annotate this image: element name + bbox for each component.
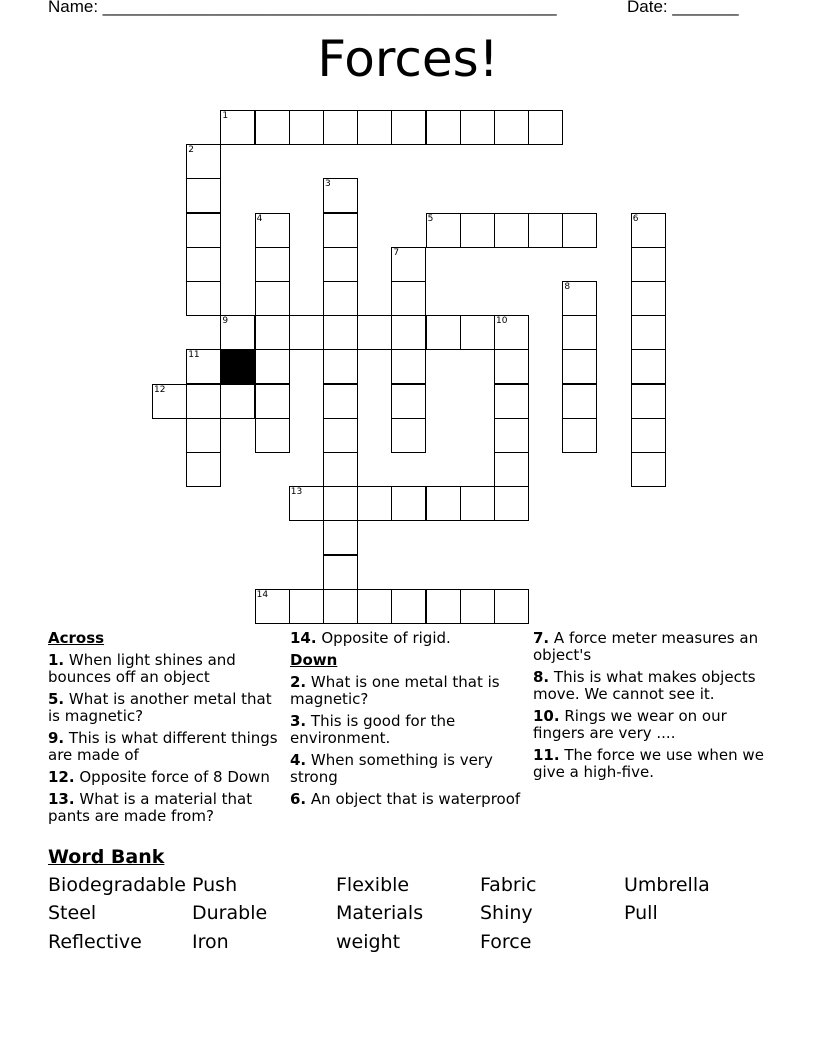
crossword-cell[interactable] [186,178,221,213]
clue-number: 10 [496,316,508,327]
crossword-cell[interactable] [494,486,529,521]
crossword-cell[interactable] [528,213,563,248]
crossword-cell[interactable] [426,110,461,145]
crossword-cell[interactable] [186,281,221,316]
crossword-cell[interactable] [323,110,358,145]
crossword-cell[interactable] [357,315,392,350]
crossword-cell[interactable] [323,213,358,248]
crossword-cell[interactable] [289,589,324,624]
crossword-cell[interactable] [391,384,426,419]
crossword-cell[interactable] [631,452,666,487]
crossword-cell[interactable] [391,315,426,350]
clue-down-2: 2. What is one metal that is magnetic? [290,673,500,708]
crossword-cell[interactable] [323,520,358,555]
clue-number: 8 [564,282,571,292]
clues-column-1 [48,630,280,830]
clue-across-12: 12. Opposite force of 8 Down [48,768,270,786]
crossword-cell[interactable] [357,486,392,521]
word-bank-item: Push [192,874,238,896]
clue-down-3: 3. This is good for the environment. [290,712,456,747]
clue-across-1: 1. When light shines and bounces off an object [48,651,236,686]
crossword-cell[interactable] [631,315,666,350]
crossword-cell[interactable] [323,452,358,487]
clue-number: 4 [256,213,263,224]
word-bank-title: Word Bank [48,846,165,868]
clue-number: 13 [290,487,303,498]
word-bank-item: Umbrella [624,874,710,896]
crossword-cell[interactable] [220,315,255,350]
date-field: Date: _______ [627,0,739,16]
clue-number: 14 [256,589,269,600]
word-bank-item: Shiny [480,902,533,924]
crossword-cell[interactable] [391,349,426,384]
crossword-cell[interactable] [255,418,290,453]
crossword-cell[interactable] [460,315,495,350]
crossword-cell[interactable] [460,110,495,145]
clues-column-3 [533,630,765,786]
crossword-cell[interactable] [186,384,221,419]
crossword-cell[interactable] [631,418,666,453]
crossword-cell[interactable] [494,589,529,624]
word-bank-item: Materials [336,902,424,924]
crossword-cell[interactable] [631,281,666,316]
down-heading: Down [290,651,338,669]
crossword-cell[interactable] [494,213,529,248]
crossword-cell[interactable] [289,486,324,521]
crossword-cell[interactable] [323,349,358,384]
crossword-black-cell [220,349,255,384]
crossword-cell[interactable] [391,110,426,145]
clue-down-4: 4. When something is very strong [290,751,493,786]
word-bank-item: Steel [48,902,97,924]
crossword-cell[interactable] [220,110,255,145]
crossword-cell[interactable] [323,555,358,590]
crossword-cell[interactable] [323,178,358,213]
clues-column-2 [290,630,522,813]
crossword-cell[interactable] [528,110,563,145]
crossword-cell[interactable] [289,315,324,350]
word-bank-item: Fabric [480,874,537,896]
crossword-cell[interactable] [186,452,221,487]
crossword-cell[interactable] [220,384,255,419]
crossword-cell[interactable] [562,384,597,419]
crossword-cell[interactable] [426,315,461,350]
clue-number: 1 [222,111,229,121]
crossword-cell[interactable] [426,486,461,521]
word-bank-item: Force [480,931,532,953]
clue-down-11: 11. The force we use when we give a high-five. [533,746,764,781]
crossword-cell[interactable] [391,247,426,282]
word-bank-item: Iron [192,931,229,953]
crossword-cell[interactable] [186,247,221,282]
clue-across-13: 13. What is a material that pants are made from? [48,790,253,825]
crossword-cell[interactable] [323,486,358,521]
crossword-cell[interactable] [494,452,529,487]
crossword-cell[interactable] [562,281,597,316]
crossword-cell[interactable] [186,418,221,453]
word-bank-item: Pull [624,902,658,924]
crossword-cell[interactable] [289,110,324,145]
crossword-cell[interactable] [357,110,392,145]
word-bank-item: Reflective [48,931,142,953]
crossword-cell[interactable] [186,213,221,248]
clue-number: 11 [188,350,200,361]
clue-across-9: 9. This is what different things are made of [48,729,278,764]
name-field: Name: ________________________________________________ [48,0,557,16]
crossword-cell[interactable] [494,418,529,453]
crossword-cell[interactable] [391,281,426,316]
clue-down-7: 7. A force meter measures an object's [533,629,759,664]
crossword-cell[interactable] [426,589,461,624]
crossword-cell[interactable] [323,281,358,316]
clue-number: 5 [427,213,434,224]
crossword-cell[interactable] [562,418,597,453]
crossword-cell[interactable] [255,110,290,145]
crossword-cell[interactable] [255,213,290,248]
clue-across-14: 14. Opposite of rigid. [290,629,451,647]
crossword-cell[interactable] [391,589,426,624]
crossword-cell[interactable] [255,281,290,316]
crossword-cell[interactable] [255,384,290,419]
crossword-cell[interactable] [357,589,392,624]
crossword-cell[interactable] [323,589,358,624]
crossword-cell[interactable] [460,213,495,248]
across-heading: Across [48,629,105,647]
word-bank-item: Flexible [336,874,410,896]
crossword-cell[interactable] [186,349,221,384]
crossword-cell[interactable] [391,486,426,521]
crossword-cell[interactable] [562,213,597,248]
word-bank-item: Biodegradable [48,874,186,896]
clue-number: 6 [632,213,639,224]
crossword-cell[interactable] [494,349,529,384]
crossword-cell[interactable] [323,418,358,453]
clue-across-5: 5. What is another metal that is magnetic? [48,690,272,725]
clue-number: 2 [188,145,194,156]
clue-down-8: 8. This is what makes objects move. We cannot see it. [533,668,756,703]
clue-down-10: 10. Rings we wear on our fingers are very .... [533,707,727,742]
crossword-cell[interactable] [631,349,666,384]
crossword-cell[interactable] [494,384,529,419]
crossword-cell[interactable] [186,144,221,179]
crossword-cell[interactable] [460,486,495,521]
word-bank-item: weight [336,931,401,953]
crossword-cell[interactable] [460,589,495,624]
crossword-cell[interactable] [255,589,290,624]
crossword-cell[interactable] [426,213,461,248]
page-title: Forces! [317,30,499,88]
clue-number: 12 [154,384,166,395]
crossword-cell[interactable] [323,247,358,282]
clue-number: 7 [393,247,400,258]
crossword-cell[interactable] [631,213,666,248]
crossword-cell[interactable] [562,315,597,350]
word-bank-item: Durable [192,902,268,924]
crossword-cell[interactable] [255,315,290,350]
clue-number: 3 [325,179,331,190]
clue-down-6: 6. An object that is waterproof [290,790,521,808]
crossword-cell[interactable] [494,315,529,350]
crossword-cell[interactable] [391,418,426,453]
crossword-cell[interactable] [494,110,529,145]
crossword-cell[interactable] [323,315,358,350]
crossword-cell[interactable] [152,384,187,419]
crossword-cell[interactable] [631,247,666,282]
crossword-cell[interactable] [255,349,290,384]
crossword-cell[interactable] [255,247,290,282]
crossword-cell[interactable] [562,349,597,384]
clue-number: 9 [222,316,229,327]
crossword-cell[interactable] [323,384,358,419]
crossword-cell[interactable] [631,384,666,419]
